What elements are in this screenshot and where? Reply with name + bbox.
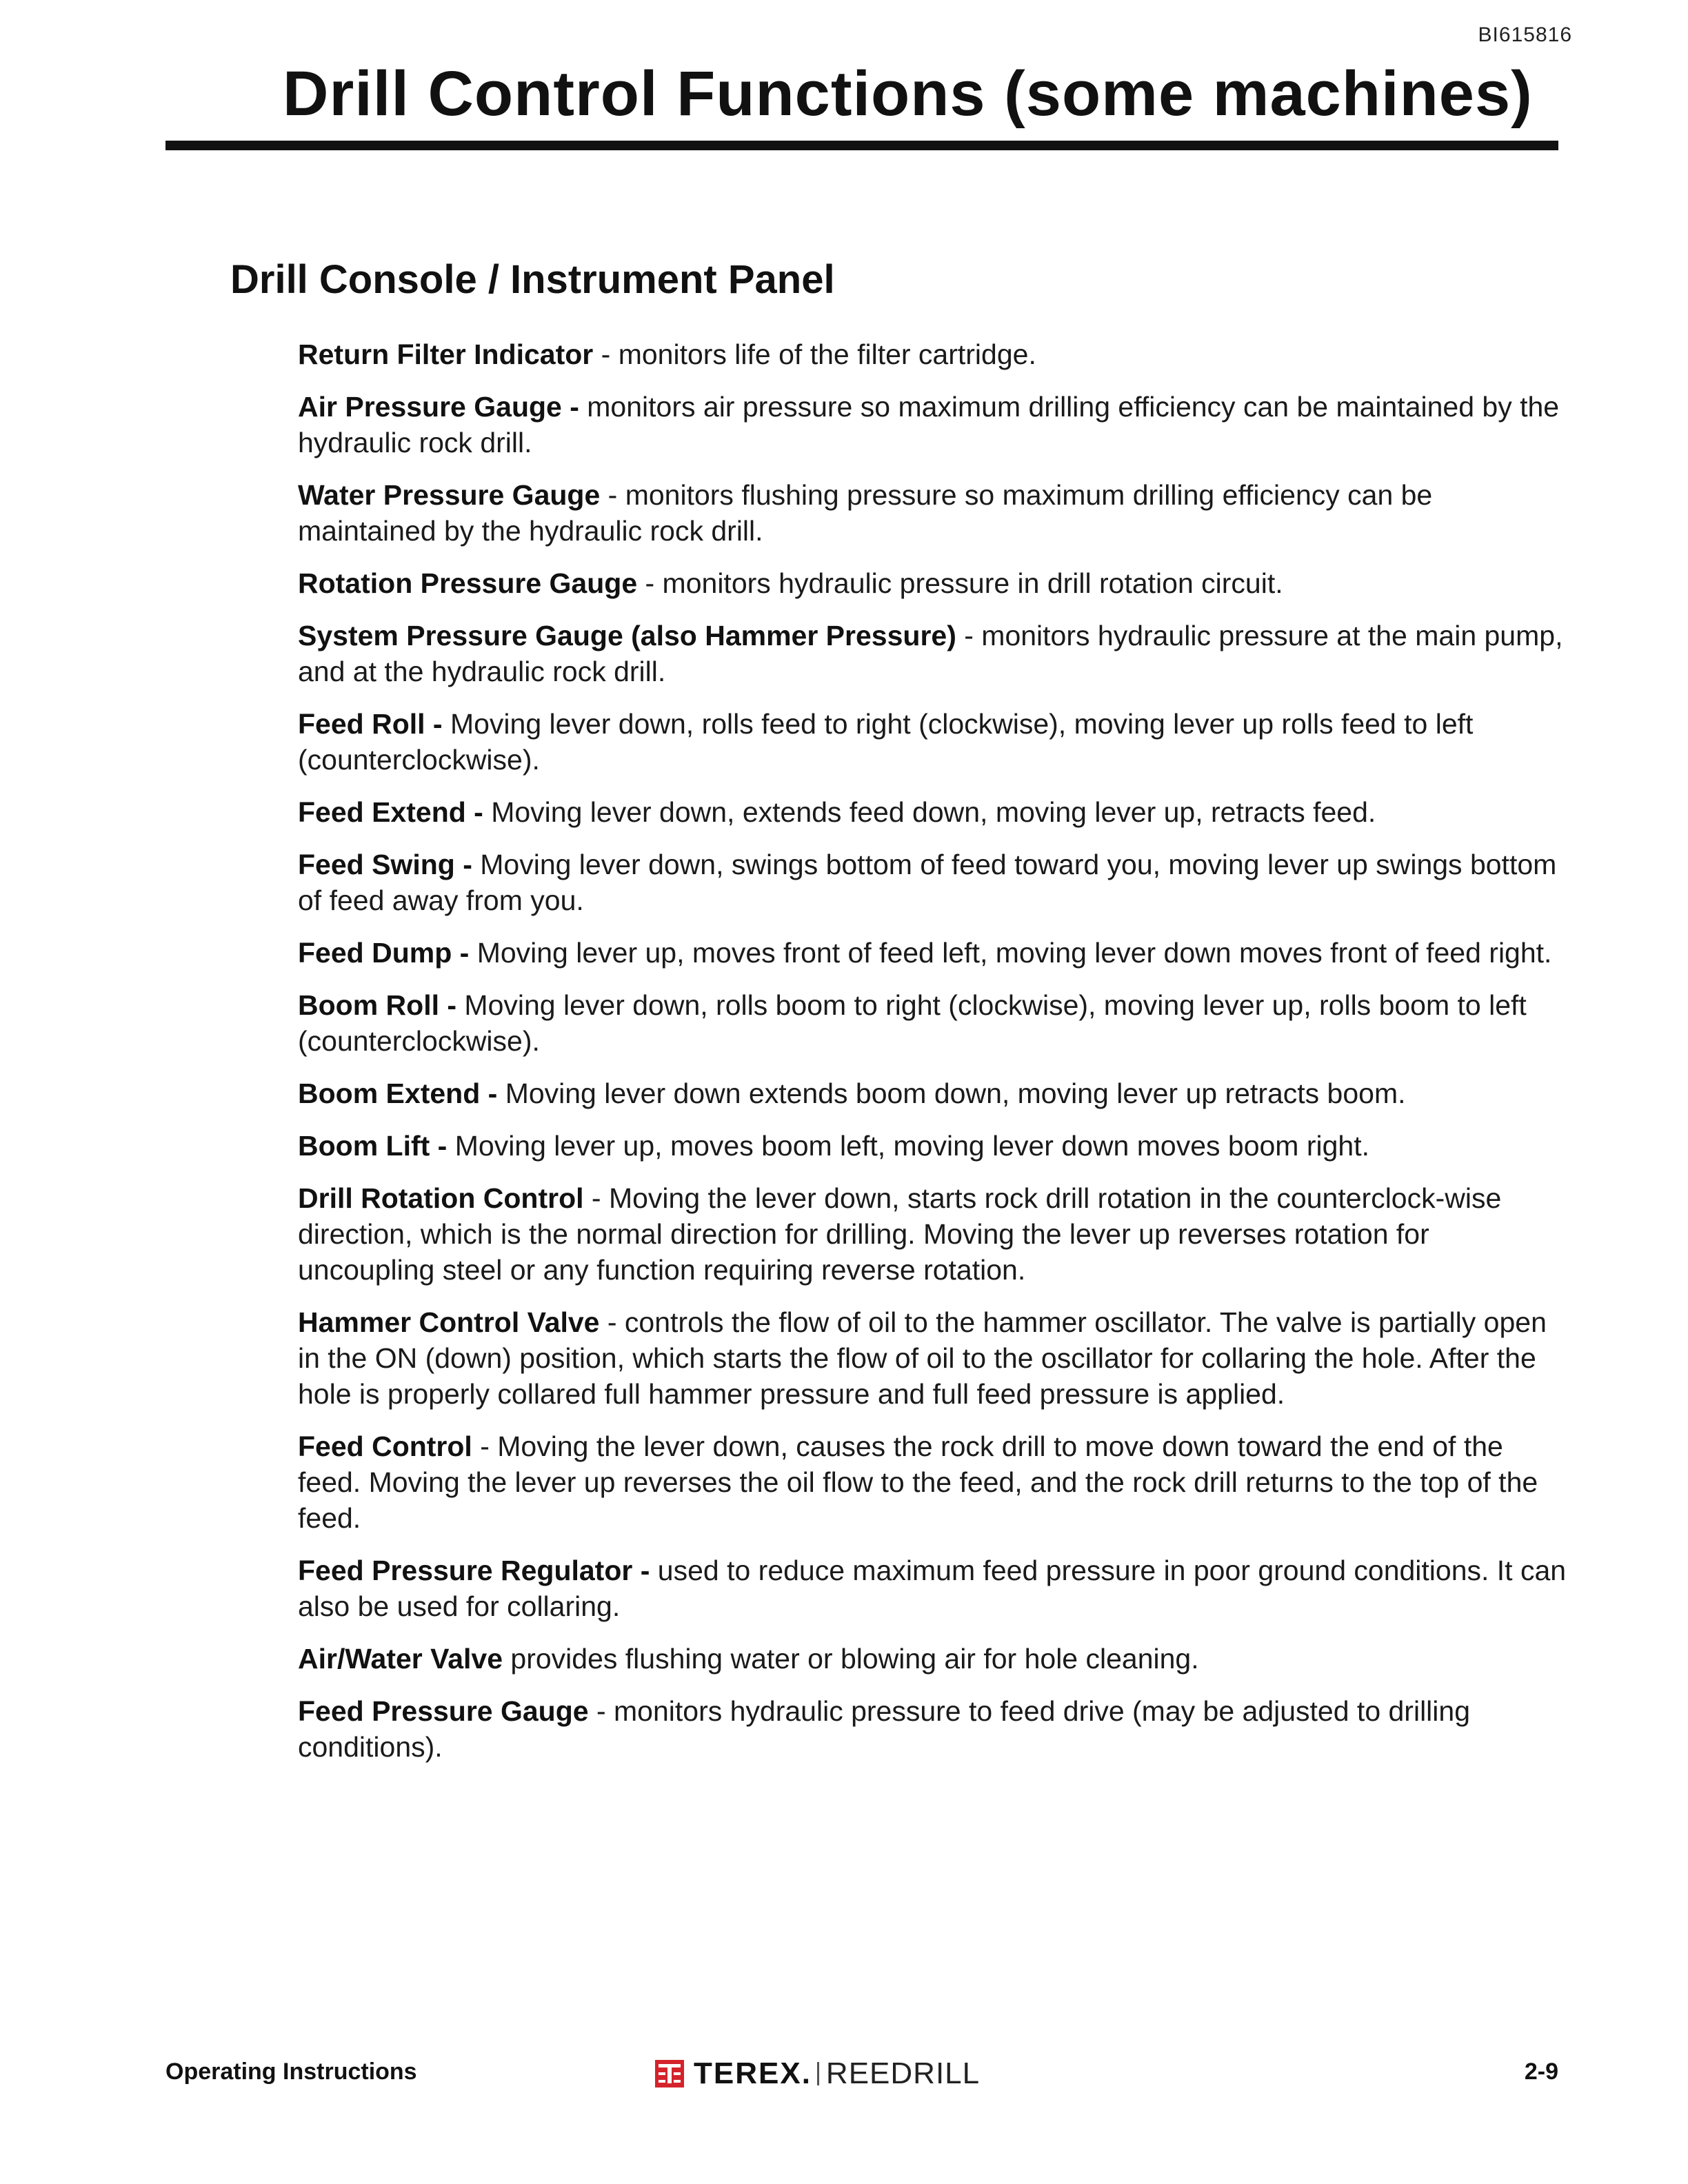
function-item-rotation-pressure-gauge <box>298 565 1567 601</box>
item-description: - monitors flushing pressure so maximum drilling efficiency can be maintained by the hydraulic rock drill. <box>298 479 1433 547</box>
item-term: Boom Lift - <box>298 1130 448 1162</box>
footer-section-name: Operating Instructions <box>165 2059 417 2085</box>
item-description: - monitors hydraulic pressure at the main pump, and at the hydraulic rock drill. <box>298 620 1563 687</box>
item-description: Moving lever down extends boom down, moving lever up retracts boom. <box>497 1078 1406 1109</box>
item-description: - monitors hydraulic pressure in drill rotation circuit. <box>637 567 1283 599</box>
item-description: Moving lever down, rolls boom to right (clockwise), moving lever up, rolls boom to left (counterclockwise). <box>298 989 1527 1057</box>
section-heading: Drill Console / Instrument Panel <box>230 257 835 302</box>
function-item-water-pressure-gauge <box>298 477 1567 549</box>
function-item-return-filter-indicator <box>298 336 1567 372</box>
function-item-feed-pressure-gauge <box>298 1693 1567 1765</box>
item-description: Moving lever up, moves boom left, moving lever down moves boom right. <box>447 1130 1369 1162</box>
item-term: Air Pressure Gauge - <box>298 391 579 423</box>
function-item-hammer-control-valve <box>298 1304 1567 1412</box>
function-item-feed-swing <box>298 847 1567 918</box>
terex-reedrill-logo <box>655 2053 980 2094</box>
item-term: Water Pressure Gauge <box>298 479 601 511</box>
logo-brand-text: TEREX. <box>694 2056 812 2090</box>
function-item-feed-extend <box>298 794 1567 830</box>
function-item-feed-pressure-regulator <box>298 1553 1567 1624</box>
item-term: Feed Pressure Gauge <box>298 1695 589 1727</box>
item-description: - controls the flow of oil to the hammer oscillator. The valve is partially open in the ON (down) position, which starts the flow of oil to the oscillator for collaring the hole. After the hole is properly collared full hammer pressure and full feed pressure is applied. <box>298 1306 1547 1410</box>
item-term: Air/Water Valve <box>298 1643 503 1675</box>
item-term: Feed Control <box>298 1430 472 1462</box>
terex-logo-icon <box>655 2060 684 2087</box>
item-term: Return Filter Indicator <box>298 338 594 370</box>
function-item-feed-dump <box>298 935 1567 971</box>
item-description: Moving lever up, moves front of feed left, moving lever down moves front of feed right. <box>469 937 1552 969</box>
item-description: monitors air pressure so maximum drilling efficiency can be maintained by the hydraulic rock drill. <box>298 391 1560 458</box>
item-description: - monitors hydraulic pressure to feed drive (may be adjusted to drilling conditions). <box>298 1695 1471 1763</box>
function-item-drill-rotation-control <box>298 1180 1567 1288</box>
item-term: System Pressure Gauge (also Hammer Pressure) <box>298 620 956 651</box>
item-term: Boom Extend - <box>298 1078 498 1109</box>
item-term: Hammer Control Valve <box>298 1306 600 1338</box>
item-term: Feed Swing - <box>298 849 472 880</box>
item-term: Feed Extend - <box>298 796 483 828</box>
function-item-feed-control <box>298 1428 1567 1536</box>
item-term: Feed Dump - <box>298 937 470 969</box>
item-description: Moving lever down, swings bottom of feed toward you, moving lever up swings bottom of feed away from you. <box>298 849 1557 916</box>
function-item-system-pressure-gauge <box>298 618 1567 689</box>
item-term: Drill Rotation Control <box>298 1182 584 1214</box>
item-description: - Moving the lever down, causes the rock drill to move down toward the end of the feed. Moving the lever up reverses the oil flow to the feed, and the rock drill returns to the top of the feed. <box>298 1430 1538 1534</box>
document-code: BI615816 <box>1478 23 1572 46</box>
item-description: - monitors life of the filter cartridge. <box>593 338 1036 370</box>
logo-divider <box>817 2062 819 2085</box>
item-description: provides flushing water or blowing air for hole cleaning. <box>503 1643 1199 1675</box>
item-description: Moving lever down, extends feed down, moving lever up, retracts feed. <box>483 796 1376 828</box>
item-description: used to reduce maximum feed pressure in poor ground conditions. It can also be used for collaring. <box>298 1555 1567 1622</box>
logo-sub-brand-text: REEDRILL <box>825 2056 981 2090</box>
item-term: Boom Roll - <box>298 989 457 1021</box>
page-title: Drill Control Functions (some machines) <box>283 59 1533 129</box>
function-item-boom-roll <box>298 987 1567 1059</box>
function-item-feed-roll <box>298 706 1567 778</box>
item-term: Feed Pressure Regulator - <box>298 1555 650 1586</box>
item-term: Rotation Pressure Gauge <box>298 567 638 599</box>
item-term: Feed Roll - <box>298 708 443 740</box>
item-description: - Moving the lever down, starts rock drill rotation in the counterclock-wise direction, which is the normal direction for drilling. Moving the lever up reverses rotation for uncoupling steel or any function requiring reverse rotation. <box>298 1182 1502 1286</box>
function-item-air-pressure-gauge <box>298 389 1567 461</box>
function-item-boom-lift <box>298 1128 1567 1164</box>
title-rule <box>165 141 1558 150</box>
function-list <box>298 336 1567 1781</box>
item-description: Moving lever down, rolls feed to right (clockwise), moving lever up rolls feed to left (counterclockwise). <box>298 708 1474 776</box>
function-item-air-water-valve <box>298 1641 1567 1677</box>
function-item-boom-extend <box>298 1075 1567 1111</box>
page-footer <box>165 2053 1558 2094</box>
page-number: 2-9 <box>1524 2059 1558 2085</box>
